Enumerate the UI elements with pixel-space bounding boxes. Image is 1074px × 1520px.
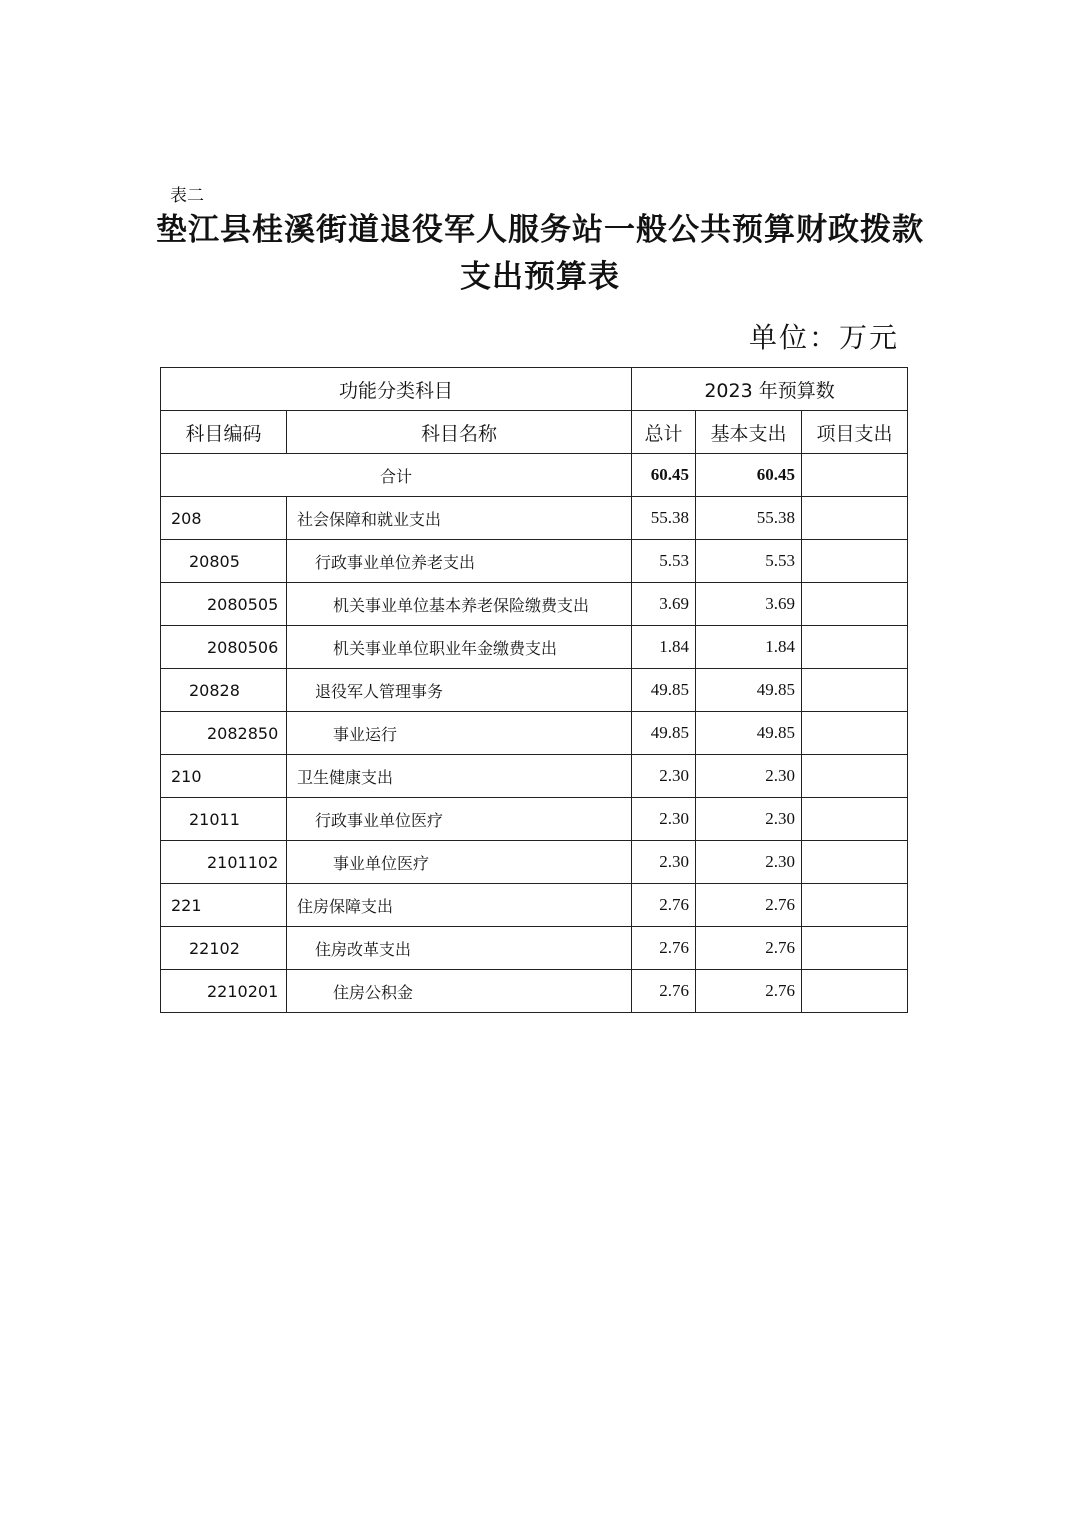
row-project (802, 841, 908, 884)
table-row (161, 927, 908, 970)
row-code: 2082850 (161, 712, 287, 755)
row-basic: 5.53 (696, 540, 802, 583)
total-row (161, 454, 908, 497)
table-row (161, 540, 908, 583)
total-basic: 60.45 (696, 454, 802, 497)
row-name: 退役军人管理事务 (287, 669, 632, 712)
row-basic: 2.30 (696, 755, 802, 798)
row-project (802, 497, 908, 540)
column-header-row (161, 411, 908, 454)
row-project (802, 626, 908, 669)
row-total: 2.76 (632, 970, 696, 1013)
col-header-code: 科目编码 (161, 411, 287, 454)
col-header-name: 科目名称 (287, 411, 632, 454)
budget-year-header: 2023 年预算数 (632, 368, 908, 411)
row-total: 49.85 (632, 712, 696, 755)
row-basic: 49.85 (696, 669, 802, 712)
row-project (802, 669, 908, 712)
total-project (802, 454, 908, 497)
row-total: 2.76 (632, 927, 696, 970)
row-basic: 3.69 (696, 583, 802, 626)
row-total: 1.84 (632, 626, 696, 669)
row-total: 2.76 (632, 884, 696, 927)
row-code: 22102 (161, 927, 287, 970)
row-name: 社会保障和就业支出 (287, 497, 632, 540)
row-total: 3.69 (632, 583, 696, 626)
total-sum: 60.45 (632, 454, 696, 497)
row-code: 21011 (161, 798, 287, 841)
row-name: 行政事业单位养老支出 (287, 540, 632, 583)
row-name: 机关事业单位基本养老保险缴费支出 (287, 583, 632, 626)
row-code: 2080506 (161, 626, 287, 669)
row-project (802, 540, 908, 583)
row-total: 5.53 (632, 540, 696, 583)
budget-table (160, 367, 908, 1013)
row-code: 2080505 (161, 583, 287, 626)
table-row (161, 497, 908, 540)
row-name: 事业单位医疗 (287, 841, 632, 884)
row-name: 事业运行 (287, 712, 632, 755)
row-name: 住房改革支出 (287, 927, 632, 970)
row-project (802, 970, 908, 1013)
row-name: 住房保障支出 (287, 884, 632, 927)
row-code: 2210201 (161, 970, 287, 1013)
row-basic: 2.76 (696, 927, 802, 970)
total-label: 合计 (161, 454, 632, 497)
row-basic: 2.30 (696, 798, 802, 841)
row-project (802, 583, 908, 626)
table-row (161, 669, 908, 712)
unit-label: 单位：万元 (748, 321, 899, 354)
page-title-line1: 垫江县桂溪街道退役军人服务站一般公共预算财政拨款 (156, 212, 924, 248)
table-label: 表二 (170, 186, 204, 206)
row-project (802, 884, 908, 927)
table-row (161, 970, 908, 1013)
row-basic: 2.76 (696, 884, 802, 927)
row-code: 20828 (161, 669, 287, 712)
row-total: 2.30 (632, 841, 696, 884)
row-total: 55.38 (632, 497, 696, 540)
row-basic: 49.85 (696, 712, 802, 755)
row-basic: 55.38 (696, 497, 802, 540)
row-code: 221 (161, 884, 287, 927)
table-row (161, 884, 908, 927)
row-project (802, 712, 908, 755)
table-row (161, 712, 908, 755)
row-name: 行政事业单位医疗 (287, 798, 632, 841)
group-header-row (161, 368, 908, 411)
row-code: 2101102 (161, 841, 287, 884)
row-project (802, 755, 908, 798)
row-code: 210 (161, 755, 287, 798)
row-project (802, 927, 908, 970)
col-header-total: 总计 (632, 411, 696, 454)
row-total: 2.30 (632, 798, 696, 841)
row-project (802, 798, 908, 841)
page-title-line2: 支出预算表 (460, 259, 620, 295)
col-header-project: 项目支出 (802, 411, 908, 454)
row-basic: 2.76 (696, 970, 802, 1013)
row-name: 机关事业单位职业年金缴费支出 (287, 626, 632, 669)
row-name: 住房公积金 (287, 970, 632, 1013)
row-basic: 2.30 (696, 841, 802, 884)
row-basic: 1.84 (696, 626, 802, 669)
table-row (161, 798, 908, 841)
table-row (161, 841, 908, 884)
table-row (161, 755, 908, 798)
table-row (161, 626, 908, 669)
function-class-header: 功能分类科目 (161, 368, 632, 411)
row-code: 208 (161, 497, 287, 540)
row-total: 2.30 (632, 755, 696, 798)
col-header-basic: 基本支出 (696, 411, 802, 454)
row-name: 卫生健康支出 (287, 755, 632, 798)
row-total: 49.85 (632, 669, 696, 712)
row-code: 20805 (161, 540, 287, 583)
table-row (161, 583, 908, 626)
